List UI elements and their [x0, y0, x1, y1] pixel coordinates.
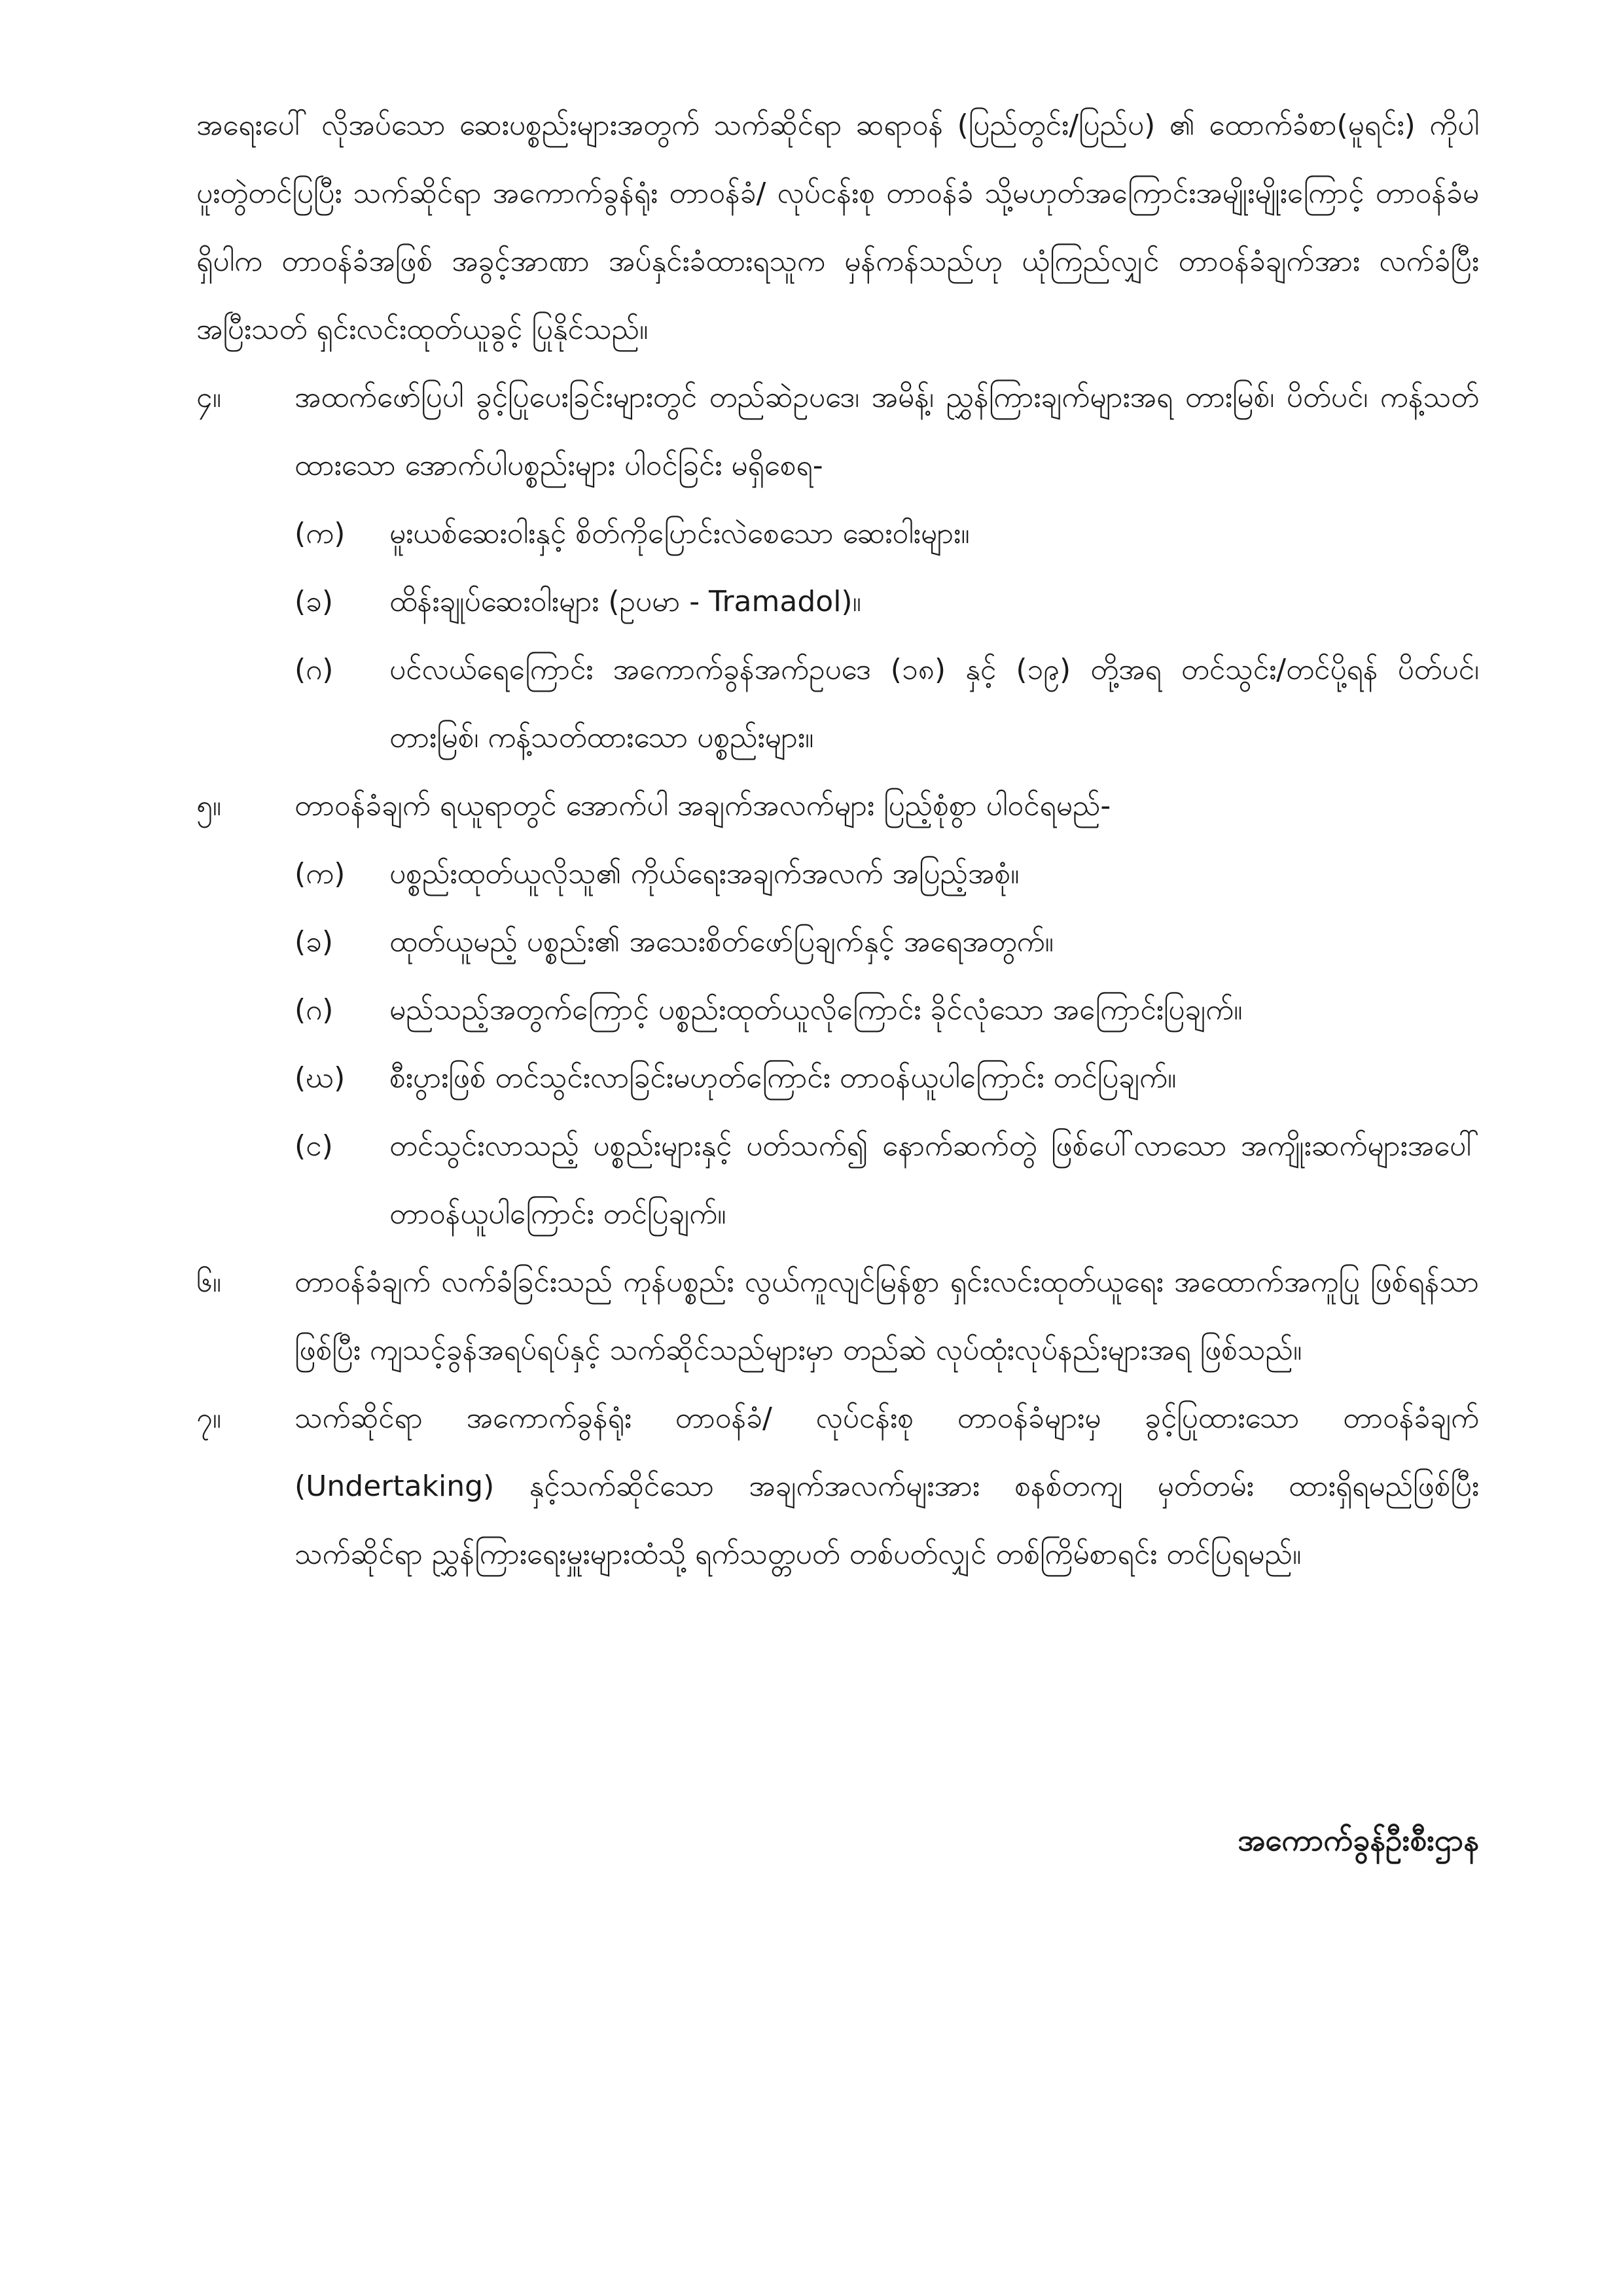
list-item-label: (ခ) — [294, 585, 334, 618]
section-7 — [196, 1385, 1479, 1589]
list-item-label: (ဂ) — [294, 993, 334, 1027]
section-text: သက်ဆိုင်ရာ အကောက်ခွန်ရုံး တာဝန်ခံ/ လုပ်ငန်းစု တာဝန်ခံများမှ ခွင့်ပြုထားသော တာဝန်ခံချက် (Undertaking) နှင့်သက်ဆိုင်သော အချက်အလက်မျးအား စနစ်တကျ မှတ်တမ်း ထားရှိရမည်ဖြစ်ပြီး သက်ဆိုင်ရာ ညွှန်ကြားရေးမှူးများထံသို့ ရက်သတ္တပတ် တစ်ပတ်လျှင် တစ်ကြိမ်စာရင်း တင်ပြရမည်။ — [294, 1402, 1479, 1571]
list-item — [294, 976, 1479, 1044]
list-item-label: (ဂ) — [294, 653, 334, 686]
section-5 — [196, 772, 1479, 1248]
list-item — [294, 840, 1479, 908]
section-text: တာဝန်ခံချက် လက်ခံခြင်းသည် ကုန်ပစ္စည်း လွယ်ကူလျင်မြန်စွာ ရှင်းလင်းထုတ်ယူရေး အထောက်အကူပြု ဖြစ်ရန်သာဖြစ်ပြီး ကျသင့်ခွန်အရပ်ရပ်နှင့် သက်ဆိုင်သည်များမှာ တည်ဆဲ လုပ်ထုံးလုပ်နည်းများအရ ဖြစ်သည်။ — [294, 1265, 1479, 1367]
list-item-label: (က) — [294, 517, 346, 550]
section-5-list — [196, 840, 1479, 1248]
issuing-department: အကောက်ခွန်ဦးစီးဌာန — [1238, 1822, 1479, 1858]
list-item — [294, 636, 1479, 772]
section-number: ၇။ — [196, 1402, 222, 1435]
section-6 — [196, 1248, 1479, 1385]
intro-paragraph: အရေးပေါ် လိုအပ်သော ဆေးပစ္စည်းများအတွက် သက်ဆိုင်ရာ ဆရာဝန် (ပြည်တွင်း/ပြည်ပ) ၏ ထောက်ခံစာ(မူရင်း) ကိုပါ ပူးတွဲတင်ပြပြီး သက်ဆိုင်ရာ အကောက်ခွန်ရုံး တာဝန်ခံ/ လုပ်ငန်းစု တာဝန်ခံ သို့မဟုတ်အကြောင်းအမျိုးမျိုးကြောင့် တာဝန်ခံမရှိပါက တာဝန်ခံအဖြစ် အခွင့်အာဏာ အပ်နှင်းခံထားရသူက မှန်ကန်သည်ဟု ယုံကြည်လျှင် တာဝန်ခံချက်အား လက်ခံပြီး အပြီးသတ် ရှင်းလင်းထုတ်ယူခွင့် ပြုနိုင်သည်။ — [196, 109, 1479, 346]
list-item-text: မည်သည့်အတွက်ကြောင့် ပစ္စည်းထုတ်ယူလိုကြောင်း ခိုင်လုံသော အကြောင်းပြချက်။ — [389, 993, 1243, 1027]
list-item-text: ထုတ်ယူမည့် ပစ္စည်း၏ အသေးစိတ်ဖော်ပြချက်နှင့် အရေအတွက်။ — [389, 925, 1054, 959]
section-text: အထက်ဖော်ပြပါ ခွင့်ပြုပေးခြင်းများတွင် တည်ဆဲဥပဒေ၊ အမိန့်၊ ညွှန်ကြားချက်များအရ တားမြစ်၊ ပိတ်ပင်၊ ကန့်သတ်ထားသော အောက်ပါပစ္စည်းများ ပါဝင်ခြင်း မရှိစေရ- — [294, 381, 1479, 482]
list-item — [294, 1044, 1479, 1112]
list-item-text: တင်သွင်းလာသည့် ပစ္စည်းများနှင့် ပတ်သက်၍ နောက်ဆက်တွဲ ဖြစ်ပေါ်လာသော အကျိုးဆက်များအပေါ် တာဝန်ယူပါကြောင်း တင်ပြချက်။ — [389, 1129, 1479, 1231]
section-4-heading — [196, 364, 1479, 500]
list-item-text: ပင်လယ်ရေကြောင်း အကောက်ခွန်အက်ဥပဒေ (၁၈) နှင့် (၁၉) တို့အရ တင်သွင်း/တင်ပို့ရန် ပိတ်ပင်၊ တားမြစ်၊ ကန့်သတ်ထားသော ပစ္စည်းများ။ — [389, 653, 1479, 754]
list-item-label: (ခ) — [294, 925, 334, 959]
section-7-heading — [196, 1385, 1479, 1589]
list-item-label: (က) — [294, 857, 346, 891]
list-item-label: (င) — [294, 1129, 333, 1163]
section-4 — [196, 364, 1479, 772]
section-5-heading — [196, 772, 1479, 840]
list-item — [294, 568, 1479, 636]
list-item-text: မူးယစ်ဆေးဝါးနှင့် စိတ်ကိုပြောင်းလဲစေသော ဆေးဝါးများ။ — [389, 517, 970, 550]
list-item-label: (ဃ) — [294, 1061, 346, 1095]
section-number: ၅။ — [196, 789, 222, 822]
section-4-list — [196, 500, 1479, 772]
section-6-heading — [196, 1248, 1479, 1385]
list-item-text: ထိန်းချုပ်ဆေးဝါးများ (ဥပမာ - Tramadol)။ — [389, 585, 861, 618]
document-body — [196, 92, 1479, 1589]
list-item-text: စီးပွားဖြစ် တင်သွင်းလာခြင်းမဟုတ်ကြောင်း တာဝန်ယူပါကြောင်း တင်ပြချက်။ — [389, 1061, 1177, 1095]
section-number: ၆။ — [196, 1265, 222, 1299]
section-text: တာဝန်ခံချက် ရယူရာတွင် အောက်ပါ အချက်အလက်များ ပြည့်စုံစွာ ပါဝင်ရမည်- — [294, 789, 1111, 822]
list-item-text: ပစ္စည်းထုတ်ယူလိုသူ၏ ကိုယ်ရေးအချက်အလက် အပြည့်အစုံ။ — [389, 857, 1020, 891]
list-item — [294, 500, 1479, 568]
list-item — [294, 1112, 1479, 1248]
section-number: ၄။ — [196, 381, 222, 414]
list-item — [294, 908, 1479, 976]
